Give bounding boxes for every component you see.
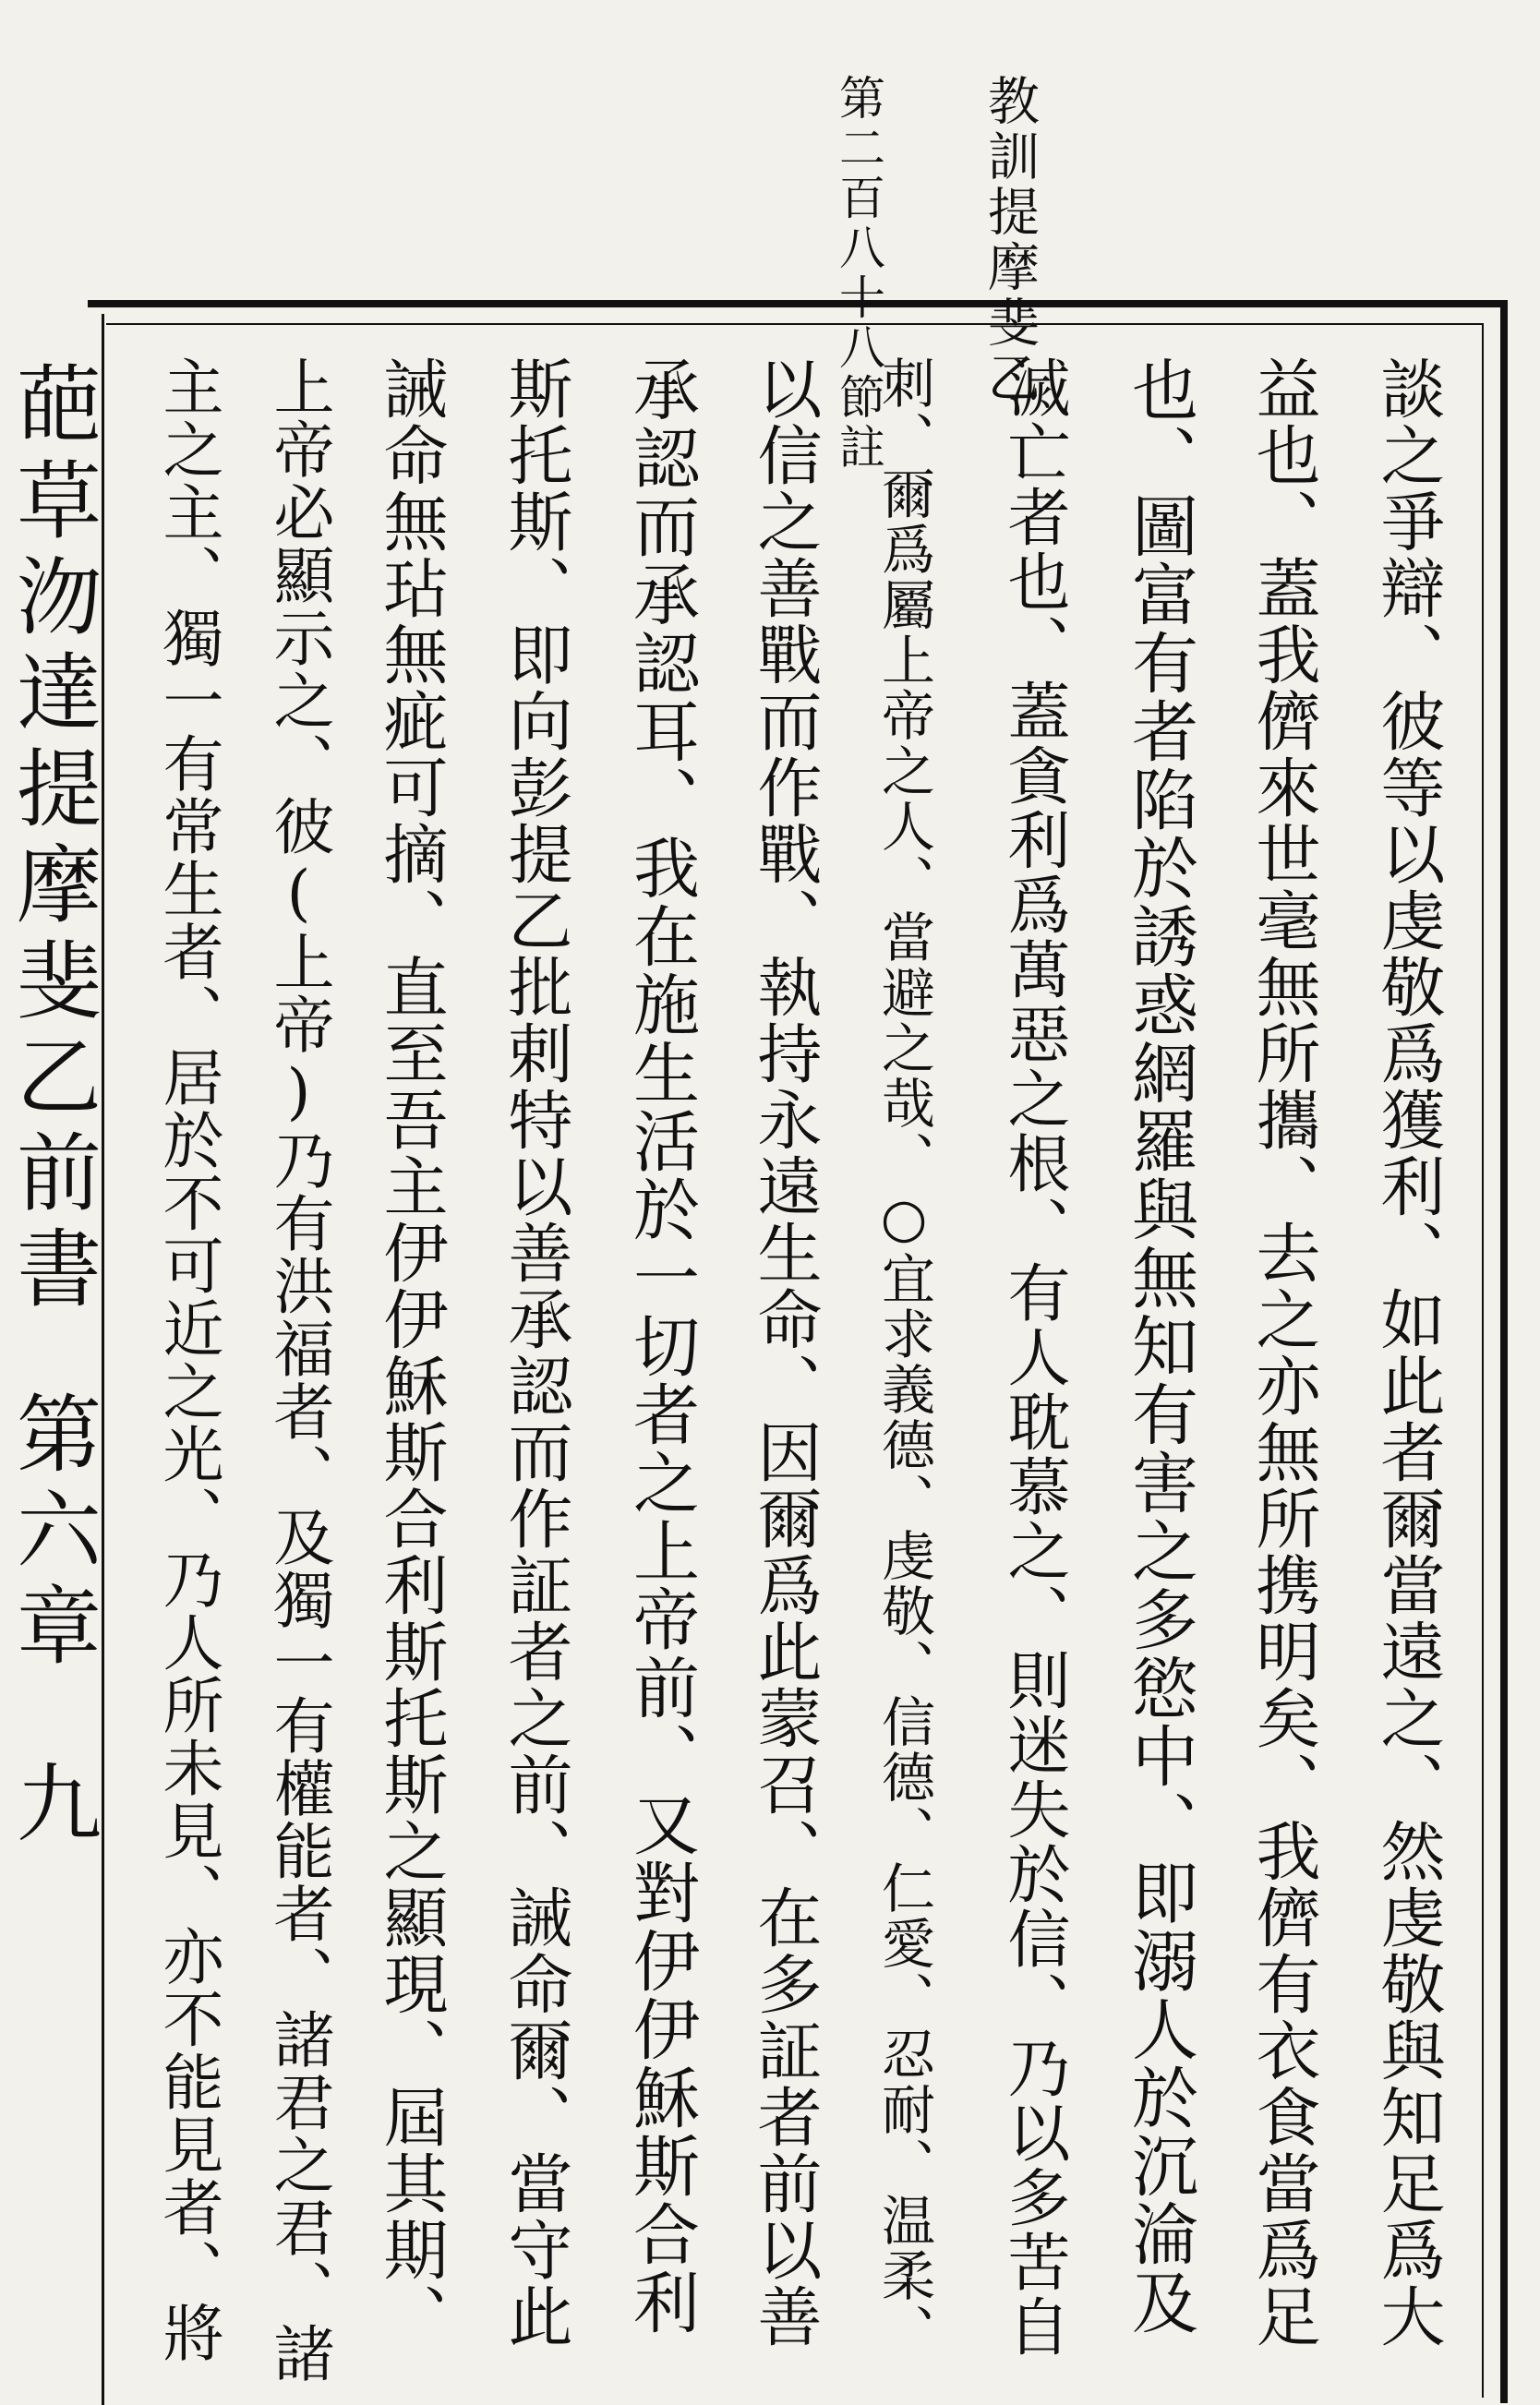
text-column: 以信之善戰而作戰、執持永遠生命、因爾爲此蒙召、在多証者前以善 (747, 355, 823, 2350)
text-column: 承認而承認耳、我在施生活於一切者之上帝前、又對伊伊穌斯合利 (622, 355, 700, 2337)
text-column: 也、圖富有者陷於誘惑網羅與無知有害之多慾中、即溺人於沉淪及 (1121, 355, 1198, 2337)
running-head-title: 教訓提摩斐乙 (980, 74, 1040, 406)
text-column: 談之爭辯、彼等以虔敬爲獲利、如此者爾當遠之、然虔敬與知足爲大 (1370, 355, 1446, 2350)
header-divider-rule (102, 314, 104, 2405)
text-column: 斯托斯、即向彭提乙批剌特以善承認而作証者之前、誡命爾、當守此 (498, 355, 573, 2350)
page-number: 九 (3, 1759, 102, 1844)
text-column: 主之主、獨一有常生者、居於不可近之光、乃人所未見、亦不能見者、將 (152, 355, 223, 2364)
text-column: 滅亡者也、蓋貪利爲萬惡之根、有人耽慕之、則迷失於信、乃以多苦自 (997, 355, 1070, 2359)
book-title: 葩草沕達提摩斐乙前書 (3, 360, 102, 1320)
text-column: 益也、蓋我儕來世毫無所攜、去之亦無所携明矣、我儕有衣食當爲足 (1245, 355, 1321, 2350)
text-column: 上帝必顯示之、彼(上帝)乃有洪福者、及獨一有權能者、諸君之君、諸 (263, 355, 334, 2385)
running-head-reference: 第二百八十八節註 (832, 74, 885, 473)
text-column: 刺、爾爲屬上帝之人、當避之哉、○宜求義德、虔敬、信德、仁愛、忍耐、温柔、 (872, 355, 935, 2359)
text-column: 誡命無玷無疵可摘、直至吾主伊伊穌斯合利斯托斯之顯現、屆其期、 (373, 355, 449, 2350)
chapter-label: 第六章 (3, 1389, 102, 1677)
